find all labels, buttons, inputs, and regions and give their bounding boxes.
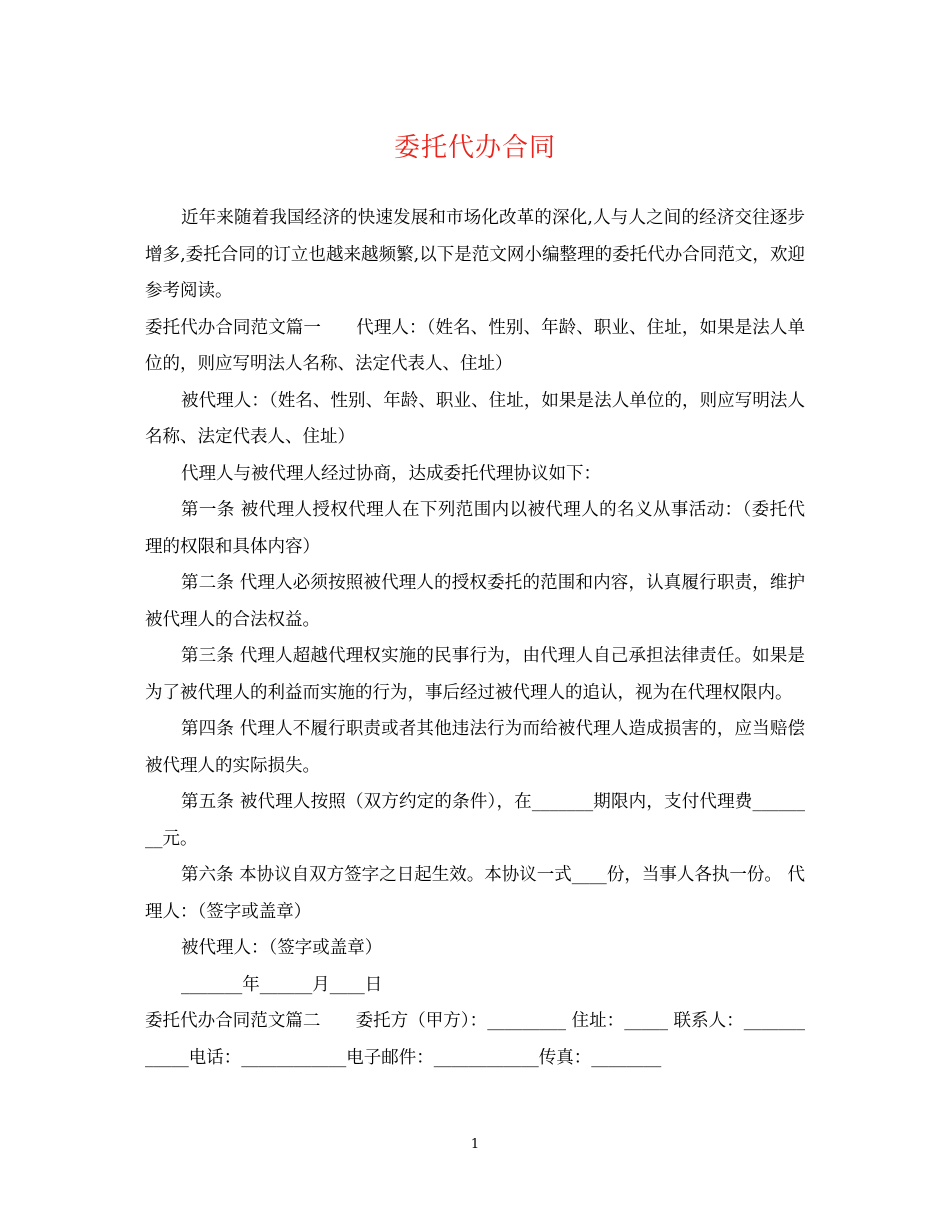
paragraph-article-4: 第四条 代理人不履行职责或者其他违法行为而给被代理人造成损害的，应当赔偿被代理人的实际损失。 [145,719,805,776]
document-title: 委托代办合同 [393,133,556,163]
paragraph-date-line: _______年______月____日 [181,974,383,995]
paragraph-principal: 被代理人：（姓名、性别、年龄、职业、住址，如果是法人单位的，则应写明法人名称、法定代表人、住址） [145,390,805,447]
paragraph-sample-one-heading: 委托代办合同范文篇一 代理人：（姓名、性别、年龄、职业、住址，如果是法人单位的，则应写明法人名称、法定代表人、住址） [145,317,805,374]
paragraph-article-2: 第二条 代理人必须按照被代理人的授权委托的范围和内容，认真履行职责，维护被代理人的合法权益。 [145,573,805,630]
paragraph-article-6: 第六条 本协议自双方签字之日起生效。本协议一式____份，当事人各执一份。 代理人：（签字或盖章） [145,865,805,922]
paragraph-article-1: 第一条 被代理人授权代理人在下列范围内以被代理人的名义从事活动：（委托代理的权限和具体内容） [145,500,805,557]
paragraph-principal-signature: 被代理人：（签字或盖章） [181,938,383,958]
paragraph-article-5: 第五条 被代理人按照（双方约定的条件），在_______期限内，支付代理费________元。 [145,792,805,849]
paragraph-article-3: 第三条 代理人超越代理权实施的民事行为，由代理人自己承担法律责任。如果是为了被代理人的利益而实施的行为，事后经过被代理人的追认，视为在代理权限内。 [145,646,805,703]
page-number: 1 [470,1137,480,1152]
paragraph-agreement-intro: 代理人与被代理人经过协商，达成委托代理协议如下： [181,463,601,484]
paragraph-sample-two-heading: 委托代办合同范文篇二 委托方（甲方）：_________ 住址：_____ 联系人：____________电话：____________电子邮件：____________传真：________ [145,1011,805,1068]
paragraph-intro: 近年来随着我国经济的快速发展和市场化改革的深化,人与人之间的经济交往逐步增多,委托合同的订立也越来越频繁,以下是范文网小编整理的委托代办合同范文，欢迎参考阅读。 [145,208,805,301]
document-body [145,200,805,1076]
